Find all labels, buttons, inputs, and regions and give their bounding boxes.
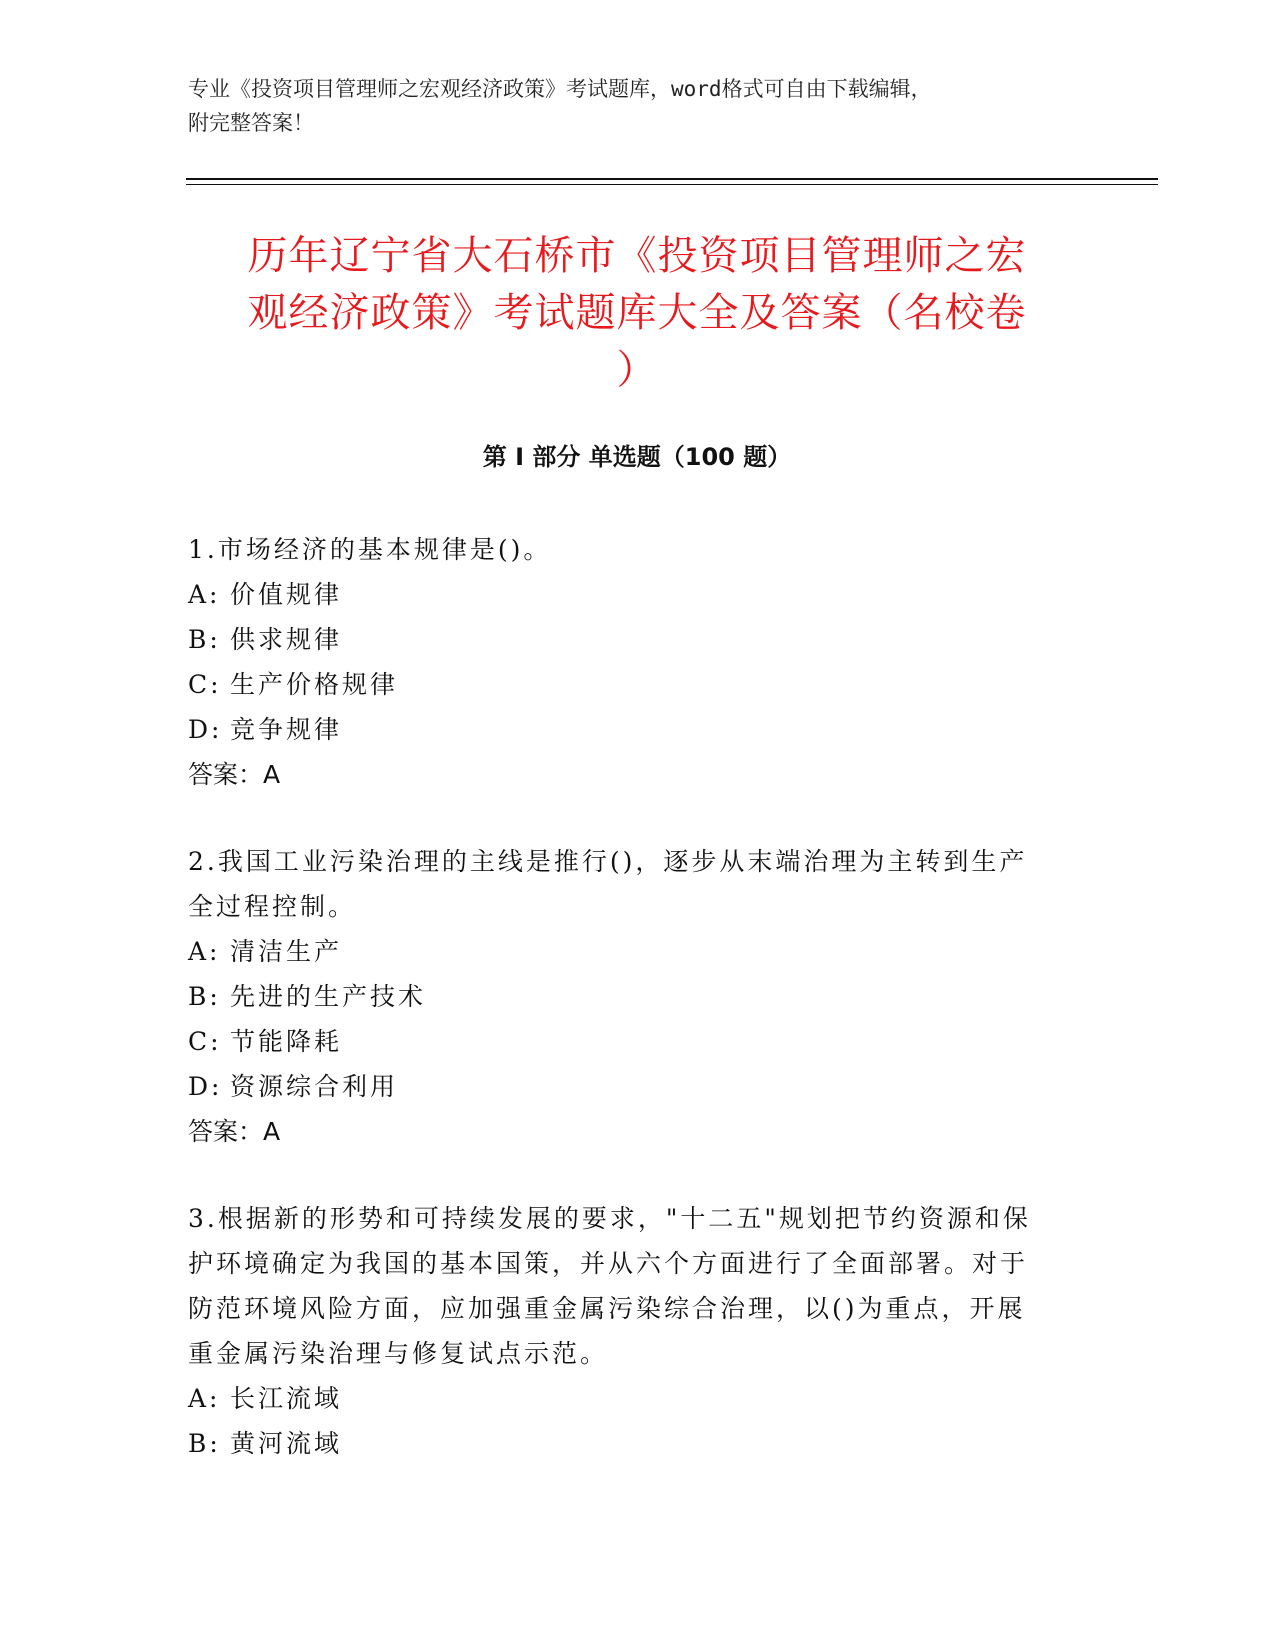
option-letter: C: bbox=[188, 670, 222, 699]
option-text: 价值规律 bbox=[230, 580, 343, 609]
section-heading: 第 I 部分 单选题（100 题） bbox=[482, 443, 792, 471]
document-title bbox=[186, 228, 1088, 399]
question-stem: 重金属污染治理与修复试点示范。 bbox=[188, 1339, 609, 1368]
option-text: 先进的生产技术 bbox=[230, 982, 427, 1011]
document-title-line: 观经济政策》考试题库大全及答案（名校卷 bbox=[247, 290, 1027, 336]
option-text: 清洁生产 bbox=[230, 937, 343, 966]
option-b bbox=[188, 617, 1068, 662]
header-note-line: 专业《投资项目管理师之宏观经济政策》考试题库，word格式可自由下载编辑， bbox=[188, 77, 932, 101]
question-2 bbox=[188, 839, 1068, 1154]
option-text: 黄河流域 bbox=[230, 1429, 343, 1458]
option-letter: B: bbox=[188, 1429, 221, 1458]
option-letter: B: bbox=[188, 982, 221, 1011]
header-note bbox=[188, 72, 1078, 140]
question-stem: 护环境确定为我国的基本国策，并从六个方面进行了全面部署。对于 bbox=[188, 1249, 1029, 1278]
header-note-line: 附完整答案！ bbox=[188, 111, 314, 135]
option-a bbox=[188, 1376, 1068, 1421]
option-c bbox=[188, 1019, 1068, 1064]
option-b bbox=[188, 974, 1068, 1019]
option-a bbox=[188, 572, 1068, 617]
option-text: 生产价格规律 bbox=[230, 670, 399, 699]
question-stem: 2.我国工业污染治理的主线是推行()，逐步从末端治理为主转到生产 bbox=[188, 847, 1028, 876]
question-3 bbox=[188, 1196, 1068, 1466]
option-letter: D: bbox=[188, 715, 223, 744]
question-stem: 1.市场经济的基本规律是()。 bbox=[188, 535, 552, 564]
option-letter: A: bbox=[188, 580, 221, 609]
answer-line: 答案：A bbox=[188, 760, 281, 789]
option-letter: B: bbox=[188, 625, 221, 654]
document-title-line: 历年辽宁省大石桥市《投资项目管理师之宏 bbox=[247, 233, 1027, 279]
option-letter: A: bbox=[188, 1384, 221, 1413]
option-a bbox=[188, 929, 1068, 974]
option-b bbox=[188, 1421, 1068, 1466]
option-letter: A: bbox=[188, 937, 221, 966]
option-letter: C: bbox=[188, 1027, 222, 1056]
option-c bbox=[188, 662, 1068, 707]
question-stem: 3.根据新的形势和可持续发展的要求，"十二五"规划把节约资源和保 bbox=[188, 1204, 1031, 1233]
option-text: 供求规律 bbox=[230, 625, 343, 654]
option-d bbox=[188, 707, 1068, 752]
option-letter: D: bbox=[188, 1072, 223, 1101]
question-stem: 全过程控制。 bbox=[188, 892, 357, 921]
header-divider-thin bbox=[186, 184, 1158, 185]
question-stem: 防范环境风险方面，应加强重金属污染综合治理，以()为重点，开展 bbox=[188, 1294, 1026, 1323]
option-text: 长江流域 bbox=[230, 1384, 343, 1413]
answer-line: 答案：A bbox=[188, 1117, 281, 1146]
option-text: 节能降耗 bbox=[230, 1027, 343, 1056]
option-text: 竞争规律 bbox=[230, 715, 343, 744]
question-list bbox=[188, 527, 1068, 1508]
header-divider-thick bbox=[186, 178, 1158, 180]
question-1 bbox=[188, 527, 1068, 797]
option-d bbox=[188, 1064, 1068, 1109]
option-text: 资源综合利用 bbox=[230, 1072, 399, 1101]
document-title-line: ） bbox=[616, 347, 658, 393]
